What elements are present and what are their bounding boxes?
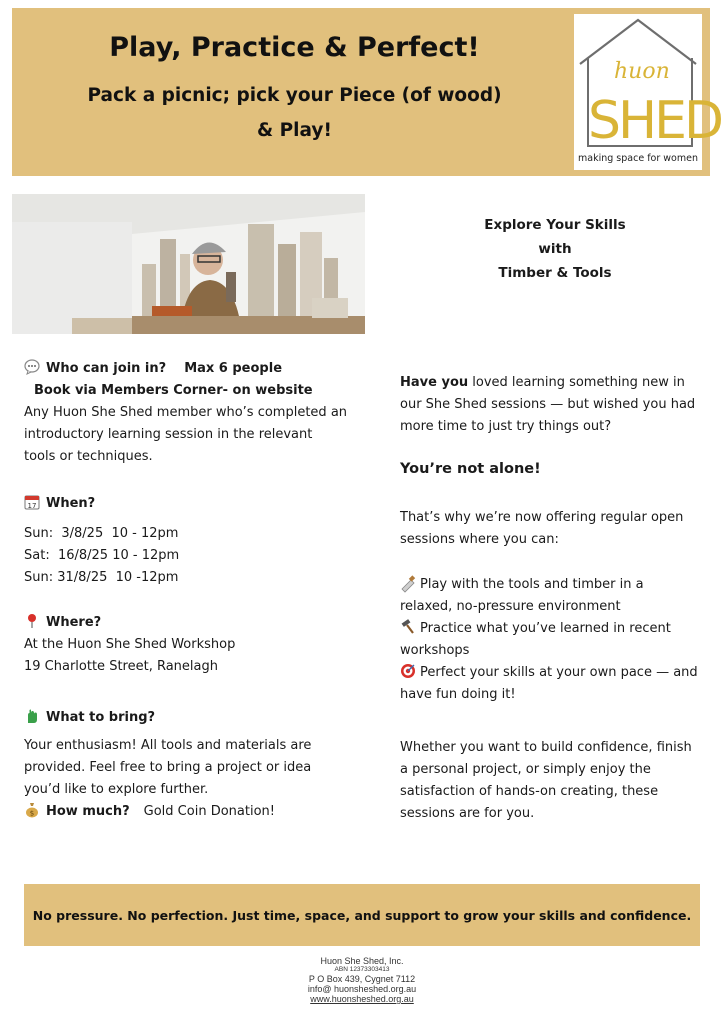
bring-heading: What to bring? [46, 710, 156, 725]
logo-tagline: making space for women [578, 153, 698, 164]
where-line-1: At the Huon She Shed Workshop [24, 637, 236, 652]
contact-abn: ABN 12373303413 [334, 966, 390, 973]
who-body-line-2: introductory learning session in the relevant [24, 427, 313, 442]
glove-icon [24, 708, 40, 724]
booking-info: Book via Members Corner- on website [34, 383, 313, 398]
bring-line-1: Your enthusiasm! All tools and materials are [24, 738, 312, 753]
bullet-2-line-2: workshops [400, 643, 470, 658]
svg-text:17: 17 [27, 502, 37, 510]
date-2: Sat: 16/8/25 10 - 12pm [24, 548, 180, 563]
bullet-2-line-1: Practice what you’ve learned in recent [420, 621, 671, 636]
why-line-2: sessions where you can: [400, 532, 559, 547]
who-body-line-3: tools or techniques. [24, 449, 153, 464]
bring-line-3: you’d like to explore further. [24, 782, 209, 797]
intro-line-1-rest: loved learning something new in [468, 375, 685, 390]
page-title: Play, Practice & Perfect! [109, 32, 480, 63]
hammer-icon [400, 619, 416, 635]
contact-email[interactable]: info@ huonsheshed.org.au [307, 984, 417, 994]
list-item [400, 618, 710, 640]
not-alone-heading: You’re not alone! [400, 461, 541, 477]
cost-heading: How much? [46, 804, 130, 819]
logo-word-top: huon [614, 59, 670, 84]
date-1: Sun: 3/8/25 10 - 12pm [24, 526, 179, 541]
target-icon [400, 663, 416, 679]
workshop-photo [12, 194, 365, 334]
list-item [400, 662, 710, 684]
where-section [24, 612, 374, 678]
contact-website-link[interactable]: www.huonsheshed.org.au [310, 994, 414, 1004]
max-people: Max 6 people [184, 361, 283, 376]
bring-section [24, 707, 374, 823]
subtitle-line-1: Pack a picnic; pick your Piece (of wood) [87, 85, 502, 106]
explore-line-1: Explore Your Skills [484, 217, 626, 233]
who-section [24, 358, 374, 468]
benefit-list [400, 574, 710, 706]
why-paragraph [400, 507, 710, 551]
huon-shed-logo [574, 14, 722, 170]
intro-bold: Have you [400, 375, 469, 390]
contact-address: P O Box 439, Cygnet 7112 [308, 974, 416, 984]
close-line-2: a personal project, or simply enjoy the [400, 762, 651, 777]
close-line-4: sessions are for you. [400, 806, 535, 821]
close-line-1: Whether you want to build confidence, finish [400, 740, 692, 755]
where-heading: Where? [46, 615, 102, 630]
intro-paragraph [400, 372, 710, 438]
cost-value: Gold Coin Donation! [143, 804, 275, 819]
calendar-icon [24, 494, 40, 510]
when-section [24, 493, 374, 589]
date-3: Sun: 31/8/25 10 -12pm [24, 570, 179, 585]
explore-line-3: Timber & Tools [498, 265, 612, 281]
closing-paragraph [400, 737, 710, 825]
close-line-3: satisfaction of hands-on creating, these [400, 784, 659, 799]
bullet-1-line-2: relaxed, no-pressure environment [400, 599, 621, 614]
why-line-1: That’s why we’re now offering regular open [400, 510, 684, 525]
where-line-2: 19 Charlotte Street, Ranelagh [24, 659, 218, 674]
intro-line-2: our She Shed sessions — but wished you had [400, 397, 696, 412]
bullet-3-line-2: have fun doing it! [400, 687, 516, 702]
money-bag-icon [24, 802, 40, 818]
saw-icon [400, 575, 416, 591]
who-body-line-1: Any Huon She Shed member who’s completed an [24, 405, 348, 420]
svg-text:$: $ [29, 809, 35, 818]
speech-bubble-icon [24, 359, 40, 375]
list-item [400, 574, 710, 596]
logo-house-graphic [574, 14, 722, 154]
explore-heading [440, 213, 670, 285]
intro-line-3: more time to just try things out? [400, 419, 612, 434]
when-heading: When? [46, 496, 96, 511]
pin-icon [24, 613, 40, 629]
bring-line-2: provided. Feel free to bring a project or idea [24, 760, 312, 775]
subtitle-line-2: & Play! [257, 120, 332, 141]
footer-band-text: No pressure. No perfection. Just time, space, and support to grow your skills and confidence. [32, 908, 692, 923]
footer-band [24, 884, 700, 946]
bullet-1-line-1: Play with the tools and timber in a [420, 577, 644, 592]
bullet-3-line-1: Perfect your skills at your own pace — and [420, 665, 698, 680]
who-heading: Who can join in? [46, 361, 167, 376]
contact-block [262, 956, 462, 1004]
explore-line-2: with [538, 241, 572, 257]
logo-word-bottom: SHED [588, 91, 722, 151]
contact-org: Huon She Shed, Inc. [320, 956, 404, 966]
